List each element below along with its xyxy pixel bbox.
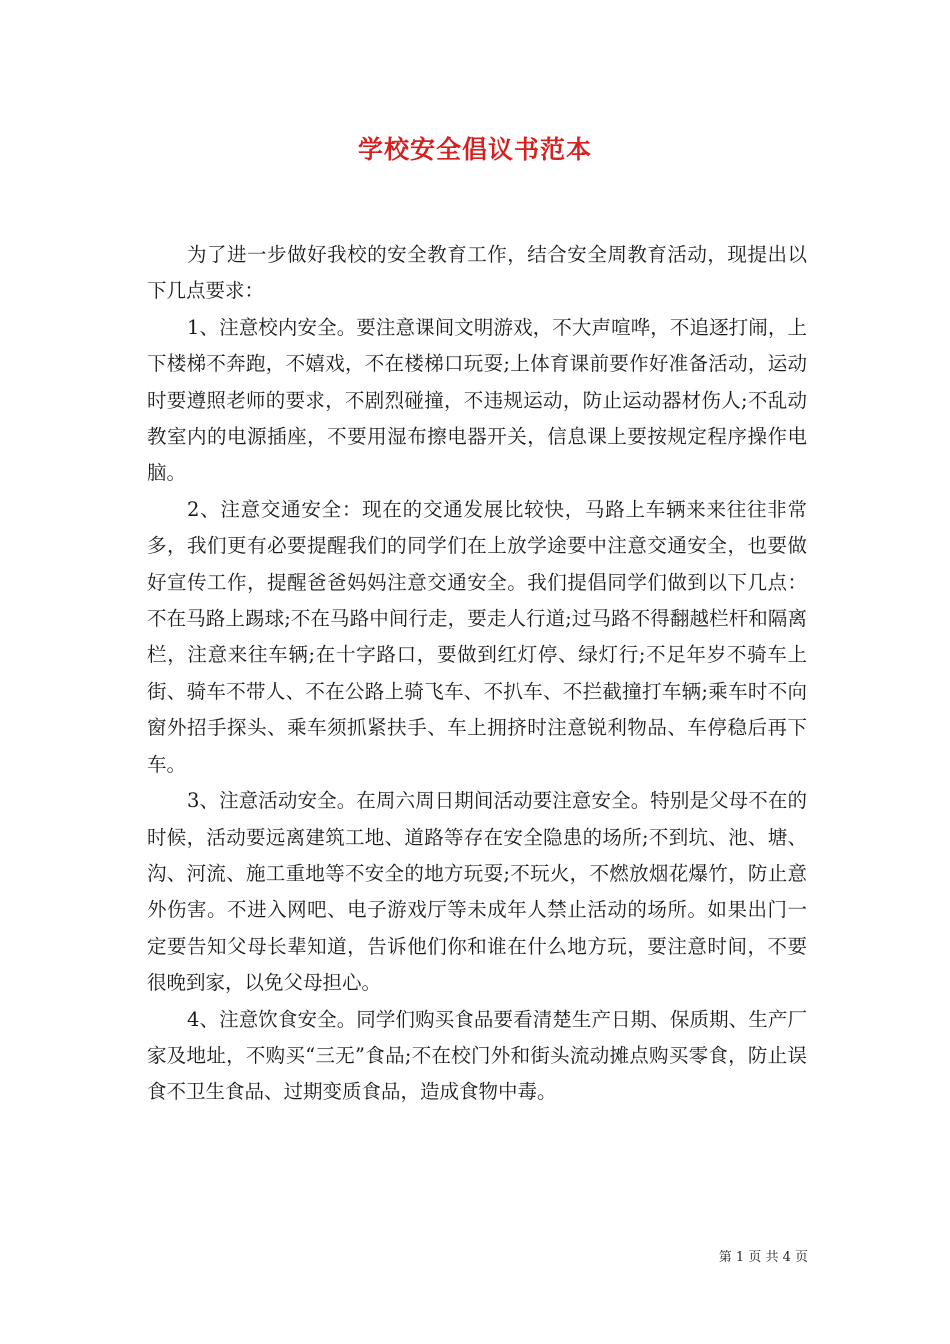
document-body xyxy=(147,237,807,1111)
page-number-footer: 第 1 页 共 4 页 xyxy=(718,1250,808,1265)
item-paragraph-3: 3、注意活动安全。在周六周日期间活动要注意安全。特别是父母不在的时候，活动要远离建筑工地、道路等存在安全隐患的场所;不到坑、池、塘、沟、河流、施工重地等不安全的地方玩耍;不玩火，不燃放烟花爆竹，防止意外伤害。不进入网吧、电子游戏厅等未成年人禁止活动的场所。如果出门一定要告知父母长辈知道，告诉他们你和谁在什么地方玩，要注意时间，不要很晚到家，以免父母担心。 xyxy=(147,789,807,995)
intro-paragraph: 为了进一步做好我校的安全教育工作，结合安全周教育活动，现提出以下几点要求： xyxy=(147,243,807,303)
document-title: 学校安全倡议书范本 xyxy=(357,135,592,164)
item-paragraph-1: 1、注意校内安全。要注意课间文明游戏，不大声喧哗，不追逐打闹，上下楼梯不奔跑，不嬉戏，不在楼梯口玩耍;上体育课前要作好准备活动，运动时要遵照老师的要求，不剧烈碰撞，不违规运动，防止运动器材伤人;不乱动教室内的电源插座，不要用湿布擦电器开关，信息课上要按规定程序操作电脑。 xyxy=(147,315,807,485)
item-paragraph-2: 2、注意交通安全：现在的交通发展比较快，马路上车辆来来往往非常多，我们更有必要提醒我们的同学们在上放学途要中注意交通安全，也要做好宣传工作，提醒爸爸妈妈注意交通安全。我们提倡同学们做到以下几点：不在马路上踢球;不在马路中间行走，要走人行道;过马路不得翻越栏杆和隔离栏，注意来往车辆;在十字路口，要做到红灯停、绿灯行;不足年岁不骑车上街、骑车不带人、不在公路上骑飞车、不扒车、不拦截撞打车辆;乘车时不向窗外招手探头、乘车须抓紧扶手、车上拥挤时注意锐利物品、车停稳后再下车。 xyxy=(147,497,807,776)
item-paragraph-4: 4、注意饮食安全。同学们购买食品要看清楚生产日期、保质期、生产厂家及地址，不购买“三无”食品;不在校门外和街头流动摊点购买零食，防止误食不卫生食品、过期变质食品，造成食物中毒。 xyxy=(147,1007,807,1104)
